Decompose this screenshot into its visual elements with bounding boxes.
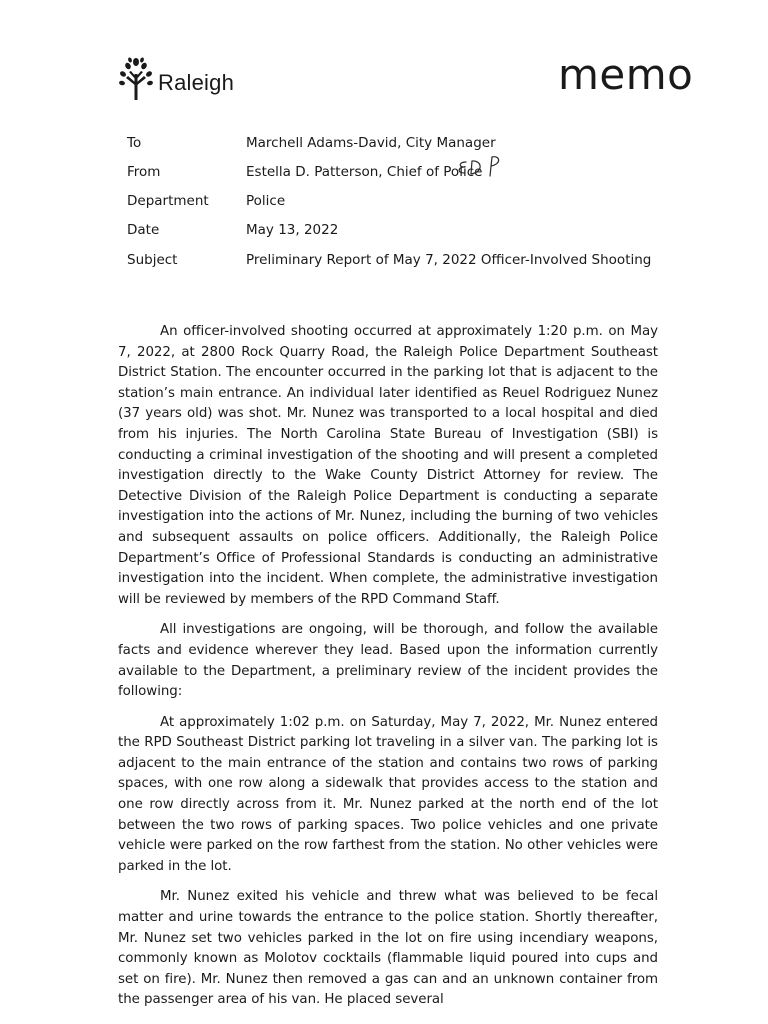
memo-body (118, 322, 658, 1021)
header-row-subject (127, 250, 687, 270)
header-row-date (127, 220, 687, 240)
body-paragraph: At approximately 1:02 p.m. on Saturday, May 7, 2022, Mr. Nunez entered the RPD Southeast District parking lot traveling in a silver van. The parking lot is adjacent to the main entrance of the station and contains two rows of parking spaces, with one row along a sidewalk that provides access to the station and one row directly across from it. Mr. Nunez parked at the north end of the lot between the two rows of parking spaces. Two police vehicles and one private vehicle were parked on the row farthest from the station. No other vehicles were parked in the lot. (118, 714, 658, 874)
body-paragraph: Mr. Nunez exited his vehicle and threw what was believed to be fecal matter and urine towards the entrance to the police station. Shortly thereafter, Mr. Nunez set two vehicles parked in the lot on fire using incendiary weapons, commonly known as Molotov cocktails (flammable liquid poured into cups and set on fire). Mr. Nunez then removed a gas can and an unknown container from the passenger area of his van. He placed several (118, 889, 658, 1008)
header-label: Subject (127, 252, 178, 268)
header-value: Marchell Adams-David, City Manager (246, 135, 496, 151)
oak-tree-icon (118, 56, 154, 102)
body-paragraph: All investigations are ongoing, will be thorough, and follow the available facts and evidence wherever they lead. Based upon the information currently available to the Department, a preliminary review of the incident provides the following: (118, 622, 658, 700)
handwritten-initials (454, 154, 514, 180)
raleigh-logo (118, 56, 258, 106)
header-label: From (127, 164, 161, 180)
header-label: To (127, 135, 142, 151)
brand-name: Raleigh (158, 70, 235, 95)
header-label: Department (127, 193, 209, 209)
document-title: memo (558, 50, 694, 99)
header-label: Date (127, 222, 160, 238)
header-value: Estella D. Patterson, Chief of Police (246, 164, 483, 180)
header-value: Preliminary Report of May 7, 2022 Officer-Involved Shooting (246, 252, 652, 268)
body-paragraph: An officer-involved shooting occurred at approximately 1:20 p.m. on May 7, 2022, at 2800 Rock Quarry Road, the Raleigh Police Department Southeast District Station. The encounter occurred in the parking lot that is adjacent to the station’s main entrance. An individual later identified as Reuel Rodriguez Nunez (37 years old) was shot. Mr. Nunez was transported to a local hospital and died from his injuries. The North Carolina State Bureau of Investigation (SBI) is conducting a criminal investigation of the shooting and will present a completed investigation directly to the Wake County District Attorney for review. The Detective Division of the Raleigh Police Department is conducting a separate investigation into the actions of Mr. Nunez, including the burning of two vehicles and subsequent assaults on police officers. Additionally, the Raleigh Police Department’s Office of Professional Standards is conducting an administrative investigation into the incident. When complete, the administrative investigation will be reviewed by members of the RPD Command Staff. (118, 324, 658, 607)
header-row-to (127, 133, 687, 153)
header-row-from (127, 162, 687, 182)
header-value: May 13, 2022 (246, 222, 339, 238)
header-value: Police (246, 193, 286, 209)
header-row-department (127, 191, 687, 211)
